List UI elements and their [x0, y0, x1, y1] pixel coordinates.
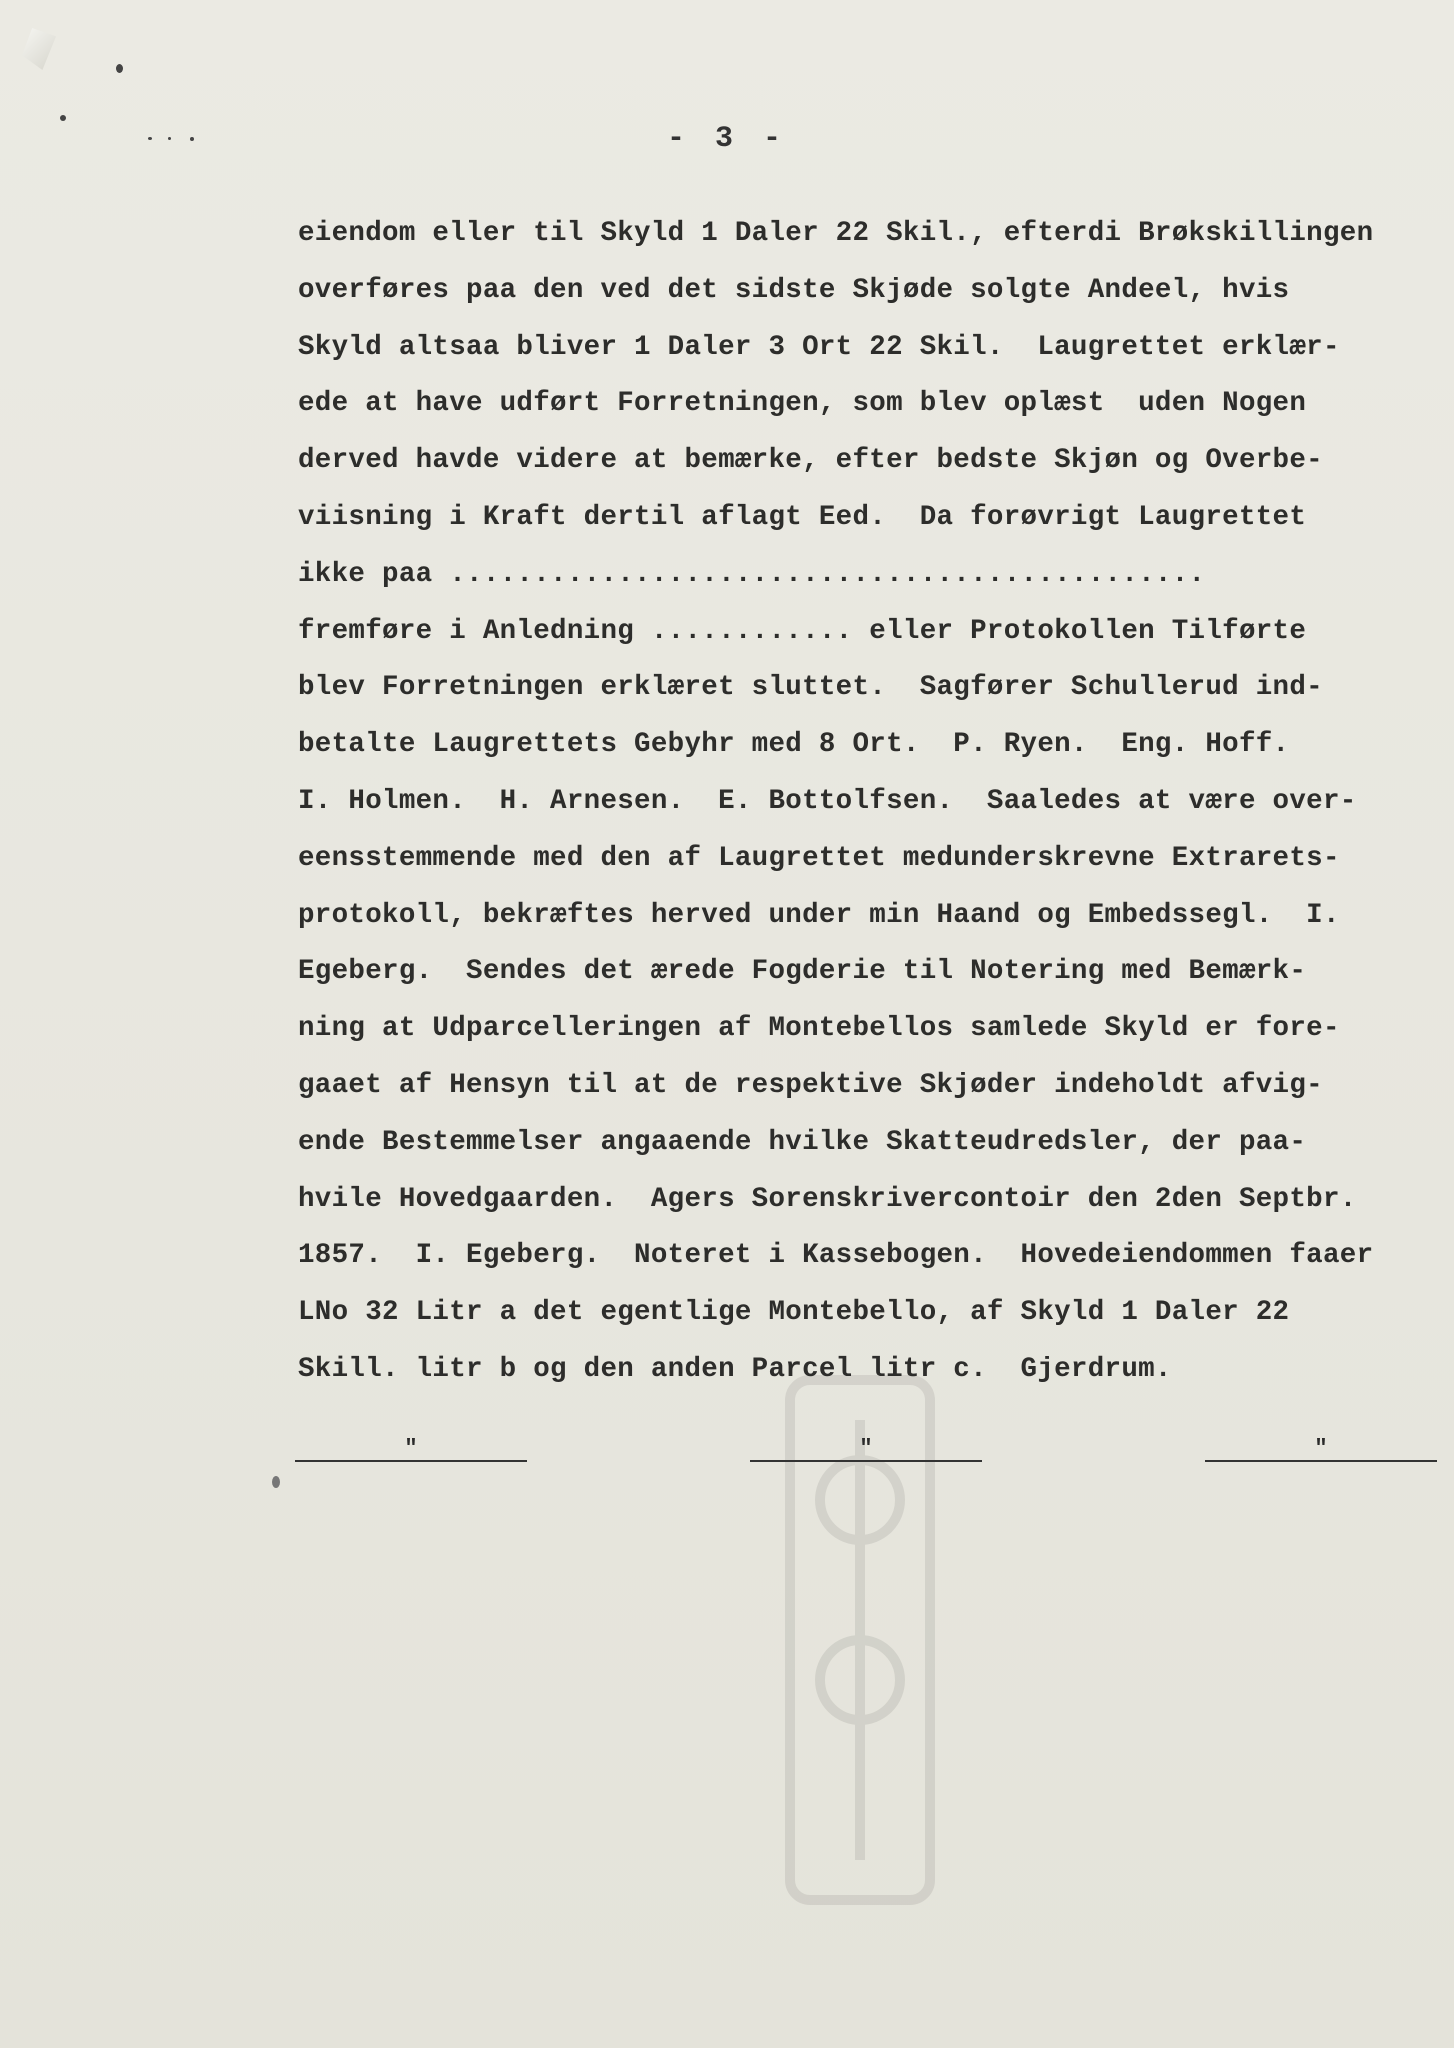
text-line: Egeberg. Sendes det ærede Fogderie til Notering med Bemærk-	[298, 956, 1307, 988]
text-line: hvile Hovedgaarden. Agers Sorenskrivercontoir den 2den Septbr.	[298, 1183, 1357, 1215]
text-line: I. Holmen. H. Arnesen. E. Bottolfsen. Saaledes at være over-	[298, 785, 1357, 817]
text-line: 1857. I. Egeberg. Noteret i Kassebogen. Hovedeiendommen faaer	[298, 1240, 1374, 1272]
text-line: fremføre i Anledning ............ eller Protokollen Tilførte	[298, 615, 1307, 647]
text-line: blev Forretningen erklæret sluttet. Sagfører Schullerud ind-	[298, 672, 1323, 704]
text-line: eensstemmende med den af Laugrettet medunderskrevne Extrarets-	[298, 842, 1340, 874]
text-line: ede at have udført Forretningen, som blev oplæst uden Nogen	[298, 388, 1307, 420]
ditto-mark-line: "	[295, 1420, 527, 1462]
text-line: betalte Laugrettets Gebyhr med 8 Ort. P. Ryen. Eng. Hoff.	[298, 729, 1290, 761]
text-line: ende Bestemmelser angaaende hvilke Skatteudredsler, der paa-	[298, 1126, 1307, 1158]
text-line: Skill. litr b og den anden Parcel litr c. Gjerdrum.	[298, 1353, 1172, 1385]
ink-speck	[116, 64, 123, 73]
text-line: Skyld altsaa bliver 1 Daler 3 Ort 22 Skil. Laugrettet erklær-	[298, 331, 1340, 363]
ditto-mark-line: "	[750, 1420, 982, 1462]
text-line: gaaet af Hensyn til at de respektive Skjøder indeholdt afvig-	[298, 1069, 1323, 1101]
text-line: ning at Udparcelleringen af Montebellos samlede Skyld er fore-	[298, 1013, 1340, 1045]
text-line: protokoll, bekræftes herved under min Haand og Embedssegl. I.	[298, 899, 1340, 931]
page-number: - 3 -	[666, 122, 787, 156]
text-line: LNo 32 Litr a det egentlige Montebello, af Skyld 1 Daler 22	[298, 1297, 1290, 1329]
page-corner-fold	[22, 28, 56, 70]
ink-speck	[272, 1476, 280, 1488]
closing-ditto-lines	[0, 1420, 1454, 1460]
typed-body-text	[298, 206, 1448, 1399]
text-line: derved havde videre at bemærke, efter bedste Skjøn og Overbe-	[298, 445, 1323, 477]
text-line: ikke paa .............................................	[298, 558, 1206, 590]
text-line: viisning i Kraft dertil aflagt Eed. Da forøvrigt Laugrettet	[298, 501, 1307, 533]
text-line: overføres paa den ved det sidste Skjøde solgte Andeel, hvis	[298, 274, 1290, 306]
ink-speck	[60, 115, 66, 121]
text-line: eiendom eller til Skyld 1 Daler 22 Skil., efterdi Brøkskillingen	[298, 218, 1374, 249]
ditto-mark-line: "	[1205, 1420, 1437, 1462]
